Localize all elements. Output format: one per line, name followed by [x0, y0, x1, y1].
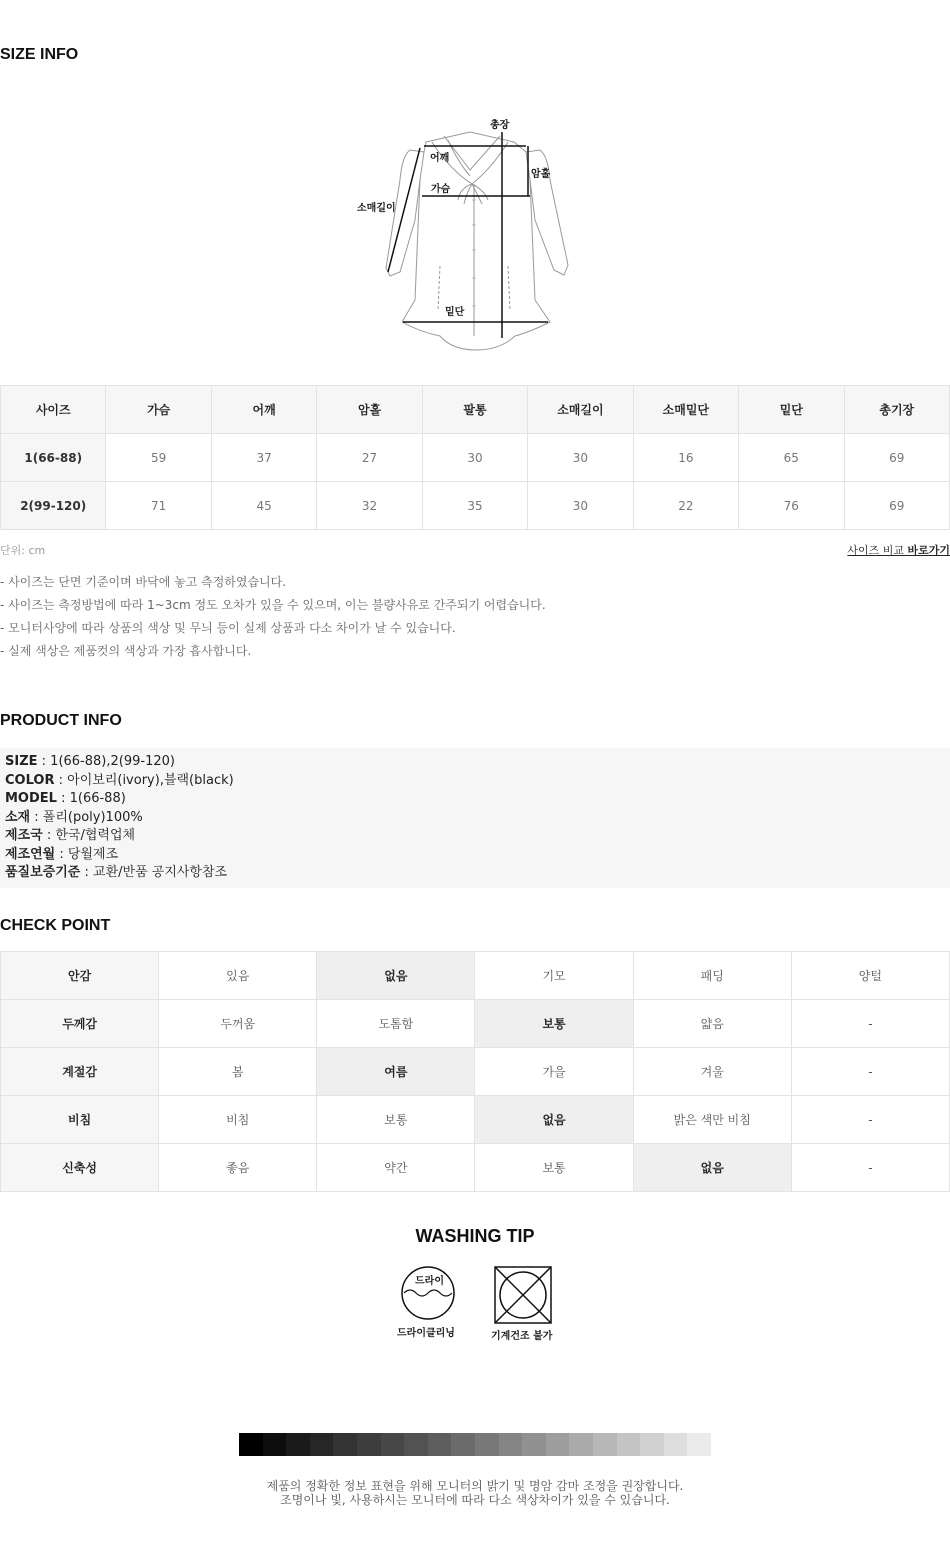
value-cell: 16 [633, 434, 738, 482]
check-cell: 양털 [791, 952, 949, 1000]
grayscale-swatch [286, 1433, 310, 1456]
size-cell: 2(99-120) [1, 482, 106, 530]
grayscale-swatch [239, 1433, 263, 1456]
product-info-title: PRODUCT INFO [0, 712, 122, 729]
unit-label: 단위: cm [0, 544, 46, 557]
monitor-notice [0, 1479, 950, 1507]
notice-line-2: 조명이나 빛, 사용하시는 모니터에 따라 다소 색상차이가 있을 수 있습니다. [280, 1493, 670, 1507]
check-cell: 두꺼움 [159, 1000, 317, 1048]
header-cell: 사이즈 [1, 386, 106, 434]
compare-prefix: 사이즈 비교 [847, 544, 908, 557]
product-info-row [5, 809, 945, 828]
check-cell: 밝은 색만 비침 [633, 1096, 791, 1144]
grayscale-swatch [475, 1433, 499, 1456]
check-cell: - [791, 1144, 949, 1192]
value-cell: 37 [211, 434, 316, 482]
label-shoulder: 어깨 [430, 153, 450, 164]
value-cell: 30 [528, 434, 633, 482]
dry-clean-caption: 드라이클리닝 [397, 1328, 455, 1339]
check-cell: 보통 [317, 1096, 475, 1144]
pi-value: 한국/협력업체 [55, 828, 136, 843]
grayscale-swatch [404, 1433, 428, 1456]
pi-sep: : [37, 754, 51, 769]
value-cell: 35 [422, 482, 527, 530]
pi-sep: : [30, 809, 43, 825]
check-cell-selected: 없음 [475, 1096, 633, 1144]
product-info-row [5, 846, 945, 865]
grayscale-swatch [381, 1433, 405, 1456]
garment-outline [340, 110, 600, 360]
grayscale-swatch [687, 1433, 711, 1456]
note-item: - 모니터사양에 따라 상품의 색상 및 무늬 등이 실제 상품과 다소 차이가 날 수 있습니다. [0, 621, 456, 635]
table-row [1, 1048, 950, 1096]
product-info-row [5, 827, 945, 846]
pi-key: MODEL [5, 791, 57, 806]
grayscale-swatch [617, 1433, 641, 1456]
grayscale-swatch [546, 1433, 570, 1456]
check-cell: 좋음 [159, 1144, 317, 1192]
check-cell: 가을 [475, 1048, 633, 1096]
size-cell: 1(66-88) [1, 434, 106, 482]
check-cell-selected: 여름 [317, 1048, 475, 1096]
grayscale-swatch [593, 1433, 617, 1456]
compare-link-text: 바로가기 [907, 544, 950, 557]
table-row [1, 434, 950, 482]
header-cell: 암홀 [317, 386, 422, 434]
garment-diagram [340, 110, 600, 360]
grayscale-swatch [640, 1433, 664, 1456]
value-cell: 22 [633, 482, 738, 530]
header-cell: 어깨 [211, 386, 316, 434]
table-row [1, 482, 950, 530]
pi-key: 소재 [5, 809, 31, 825]
value-cell: 69 [844, 434, 950, 482]
pi-key: SIZE [5, 754, 38, 769]
pi-value: 아이보리(ivory),블랙(black) [67, 772, 234, 788]
check-cell: - [791, 1000, 949, 1048]
note-item: - 사이즈는 측정방법에 따라 1~3cm 정도 오차가 있을 수 있으며, 이는 불량사유로 간주되기 어렵습니다. [0, 598, 546, 612]
value-cell: 30 [422, 434, 527, 482]
note-item: - 사이즈는 단면 기준이며 바닥에 놓고 측정하였습니다. [0, 575, 287, 589]
pi-value: 폴리(poly)100% [42, 809, 143, 825]
product-info-row [5, 772, 945, 791]
grayscale-swatch [569, 1433, 593, 1456]
check-row-head: 안감 [1, 952, 159, 1000]
size-table [0, 385, 950, 530]
check-cell: 약간 [317, 1144, 475, 1192]
pi-sep: : [55, 846, 68, 862]
label-hem: 밑단 [445, 307, 465, 318]
grayscale-bar [239, 1433, 711, 1456]
header-cell: 가슴 [106, 386, 211, 434]
check-cell: 있음 [159, 952, 317, 1000]
value-cell: 65 [739, 434, 844, 482]
check-cell: 얇음 [633, 1000, 791, 1048]
value-cell: 27 [317, 434, 422, 482]
table-row [1, 1000, 950, 1048]
table-row [1, 1144, 950, 1192]
product-info-row [5, 864, 945, 883]
check-cell: 봄 [159, 1048, 317, 1096]
check-cell: 비침 [159, 1096, 317, 1144]
check-row-head: 계절감 [1, 1048, 159, 1096]
check-row-head: 두께감 [1, 1000, 159, 1048]
label-armhole: 암홀 [531, 169, 551, 180]
product-info-box [0, 748, 950, 888]
check-point-table [0, 951, 950, 1192]
grayscale-swatch [310, 1433, 334, 1456]
washing-tip-title: WASHING TIP [415, 1226, 535, 1246]
grayscale-swatch [499, 1433, 523, 1456]
check-cell: 겨울 [633, 1048, 791, 1096]
product-info-row [5, 753, 945, 772]
check-row-head: 비침 [1, 1096, 159, 1144]
check-cell-selected: 보통 [475, 1000, 633, 1048]
value-cell: 45 [211, 482, 316, 530]
grayscale-swatch [664, 1433, 688, 1456]
check-cell: - [791, 1096, 949, 1144]
pi-sep: : [56, 791, 70, 806]
header-cell: 팔통 [422, 386, 527, 434]
label-length: 총장 [490, 120, 510, 131]
pi-sep: : [42, 828, 56, 843]
check-cell: 도톰함 [317, 1000, 475, 1048]
pi-key: 품질보증기준 [5, 865, 81, 880]
pi-value: 당월제조 [67, 846, 119, 862]
no-tumble-dry-caption: 기계건조 불가 [491, 1331, 553, 1342]
size-table-header [1, 386, 950, 434]
dry-icon-text: 드라이 [415, 1276, 444, 1287]
size-notes [0, 574, 546, 666]
value-cell: 59 [106, 434, 211, 482]
check-cell-selected: 없음 [317, 952, 475, 1000]
no-tumble-dry-icon [494, 1266, 552, 1324]
check-cell: 패딩 [633, 952, 791, 1000]
notice-line-1: 제품의 정확한 정보 표현을 위해 모니터의 밝기 및 명암 감마 조정을 권장합니다. [266, 1479, 684, 1493]
grayscale-swatch [263, 1433, 287, 1456]
value-cell: 71 [106, 482, 211, 530]
pi-value: 교환/반품 공지사항참조 [93, 865, 228, 880]
value-cell: 76 [739, 482, 844, 530]
pi-value: 1(66-88),2(99-120) [50, 754, 175, 769]
check-cell: 기모 [475, 952, 633, 1000]
check-point-title: CHECK POINT [0, 917, 111, 934]
header-cell: 소매길이 [528, 386, 633, 434]
header-cell: 밑단 [739, 386, 844, 434]
check-cell: - [791, 1048, 949, 1096]
value-cell: 30 [528, 482, 633, 530]
table-row [1, 1096, 950, 1144]
grayscale-swatch [357, 1433, 381, 1456]
pi-sep: : [54, 772, 68, 788]
grayscale-swatch [451, 1433, 475, 1456]
grayscale-swatch [428, 1433, 452, 1456]
label-chest: 가슴 [431, 184, 451, 195]
pi-key: 제조국 [5, 828, 43, 843]
pi-key: COLOR [5, 772, 55, 788]
grayscale-swatch [522, 1433, 546, 1456]
pi-value: 1(66-88) [69, 791, 126, 806]
product-info-row [5, 790, 945, 809]
pi-key: 제조연월 [5, 846, 56, 862]
check-row-head: 신축성 [1, 1144, 159, 1192]
check-cell-selected: 없음 [633, 1144, 791, 1192]
grayscale-swatch [333, 1433, 357, 1456]
header-cell: 총기장 [844, 386, 950, 434]
check-cell: 보통 [475, 1144, 633, 1192]
header-cell: 소매밑단 [633, 386, 738, 434]
note-item: - 실제 색상은 제품컷의 색상과 가장 흡사합니다. [0, 644, 252, 658]
table-row [1, 952, 950, 1000]
value-cell: 32 [317, 482, 422, 530]
size-compare-link[interactable] [847, 542, 950, 558]
pi-sep: : [80, 865, 94, 880]
value-cell: 69 [844, 482, 950, 530]
label-sleeve: 소매길이 [357, 203, 396, 214]
size-info-title: SIZE INFO [0, 46, 79, 63]
